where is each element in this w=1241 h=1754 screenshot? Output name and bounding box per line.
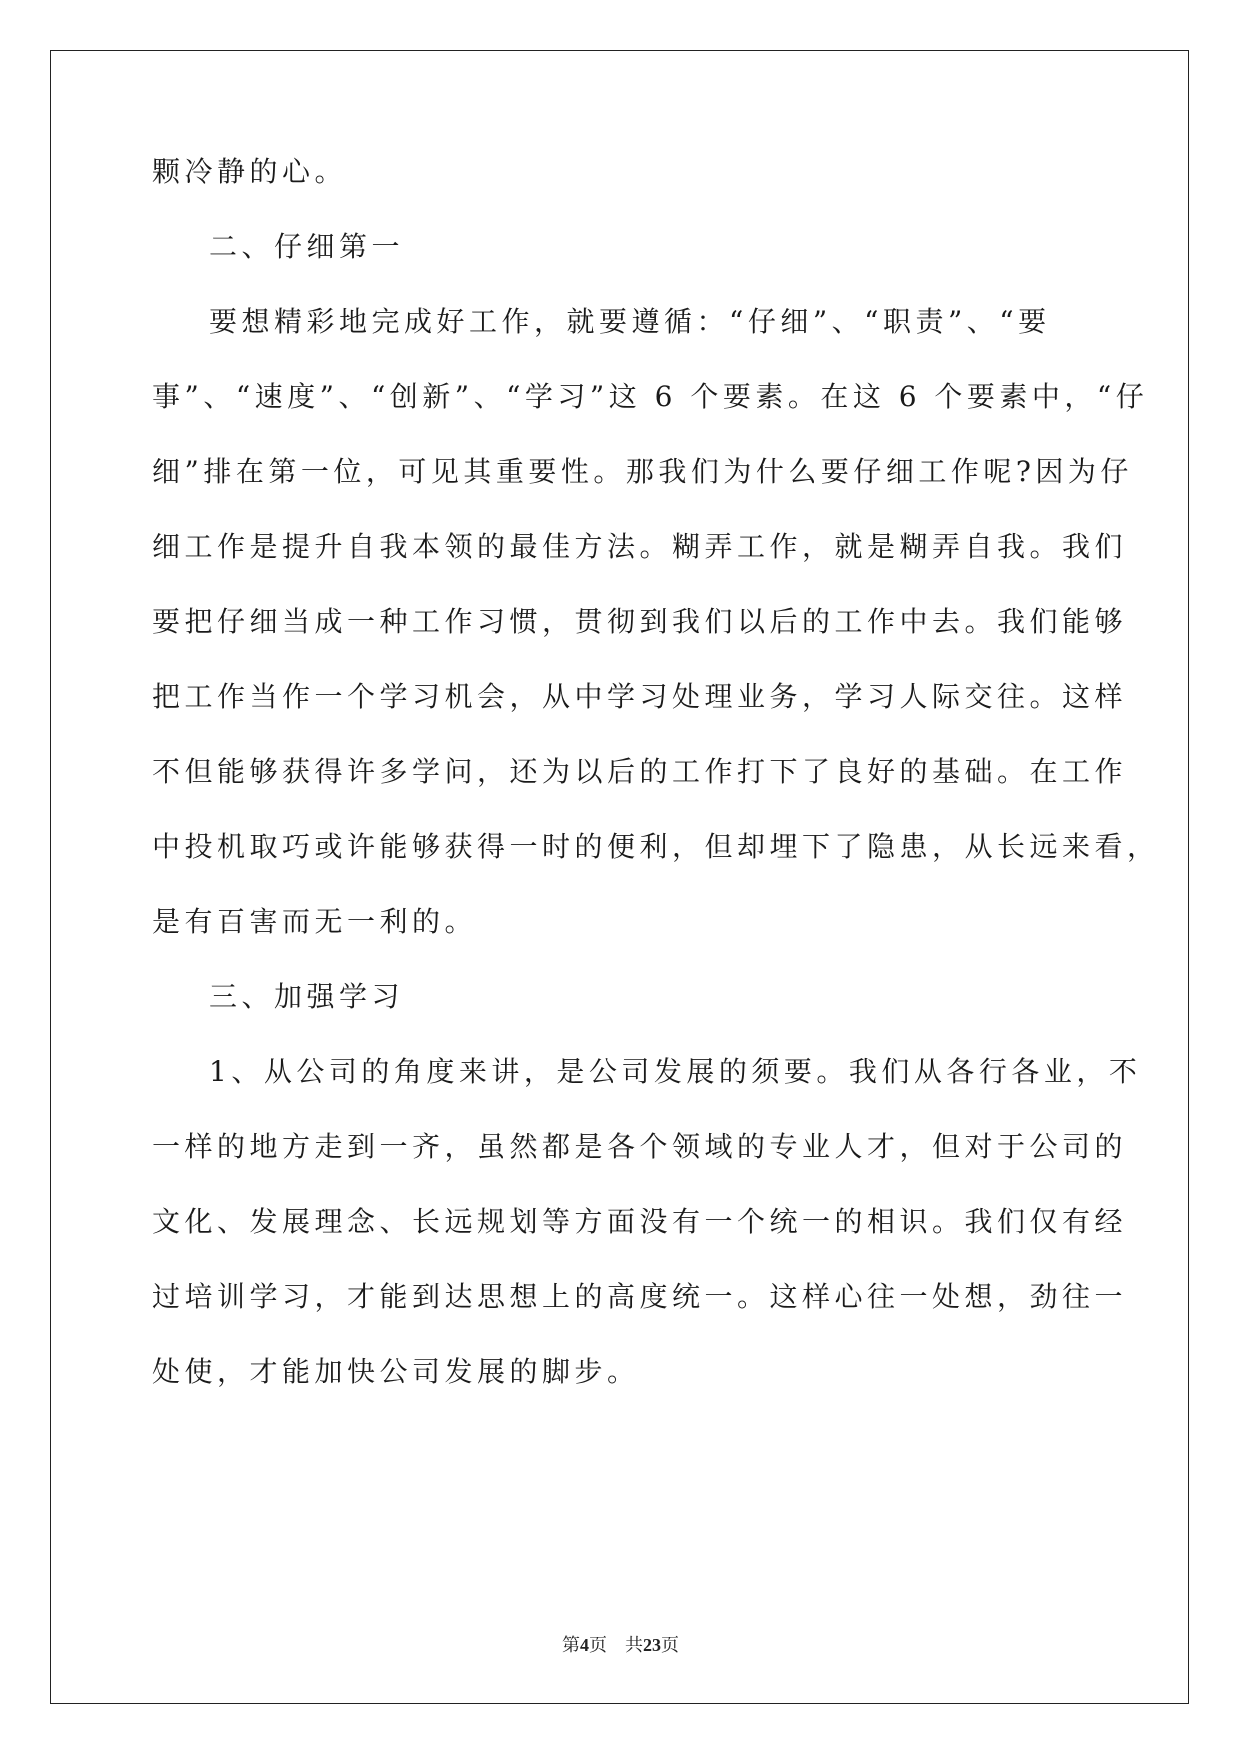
text-line: 1、从公司的角度来讲，是公司发展的须要。我们从各行各业，不 (209, 1055, 1142, 1088)
text-line: 是有百害而无一利的。 (152, 905, 478, 938)
text-line: 把工作当作一个学习机会，从中学习处理业务，学习人际交往。这样 (152, 680, 1128, 713)
total-pages: 23 (643, 1635, 661, 1655)
text-line: 细工作是提升自我本领的最佳方法。糊弄工作，就是糊弄自我。我们 (152, 530, 1128, 563)
footer-suffix: 页 (661, 1635, 679, 1655)
section-heading: 二、仔细第一 (209, 230, 405, 263)
section-heading: 三、加强学习 (209, 980, 405, 1013)
page-footer (0, 1633, 1241, 1657)
text-line: 处使，才能加快公司发展的脚步。 (152, 1355, 640, 1388)
text-line: 要把仔细当成一种工作习惯，贯彻到我们以后的工作中去。我们能够 (152, 605, 1128, 638)
text-line: 事”、“速度”、“创新”、“学习”这 6 个要素。在这 6 个要素中，“仔 (152, 380, 1149, 413)
text-line: 一样的地方走到一齐，虽然都是各个领域的专业人才，但对于公司的 (152, 1130, 1128, 1163)
text-line: 细”排在第一位，可见其重要性。那我们为什么要仔细工作呢?因为仔 (152, 455, 1133, 488)
text-line: 中投机取巧或许能够获得一时的便利，但却埋下了隐患，从长远来看， (152, 830, 1160, 863)
text-line: 要想精彩地完成好工作，就要遵循：“仔细”、“职责”、“要 (209, 305, 1051, 338)
page-number: 4 (580, 1635, 589, 1655)
page-border (50, 50, 1189, 1704)
footer-mid: 页 共 (589, 1635, 643, 1655)
text-line: 不但能够获得许多学问，还为以后的工作打下了良好的基础。在工作 (152, 755, 1128, 788)
text-line: 过培训学习，才能到达思想上的高度统一。这样心往一处想，劲往一 (152, 1280, 1128, 1313)
text-line: 文化、发展理念、长远规划等方面没有一个统一的相识。我们仅有经 (152, 1205, 1128, 1238)
text-line: 颗冷静的心。 (152, 155, 348, 188)
footer-prefix: 第 (562, 1635, 580, 1655)
